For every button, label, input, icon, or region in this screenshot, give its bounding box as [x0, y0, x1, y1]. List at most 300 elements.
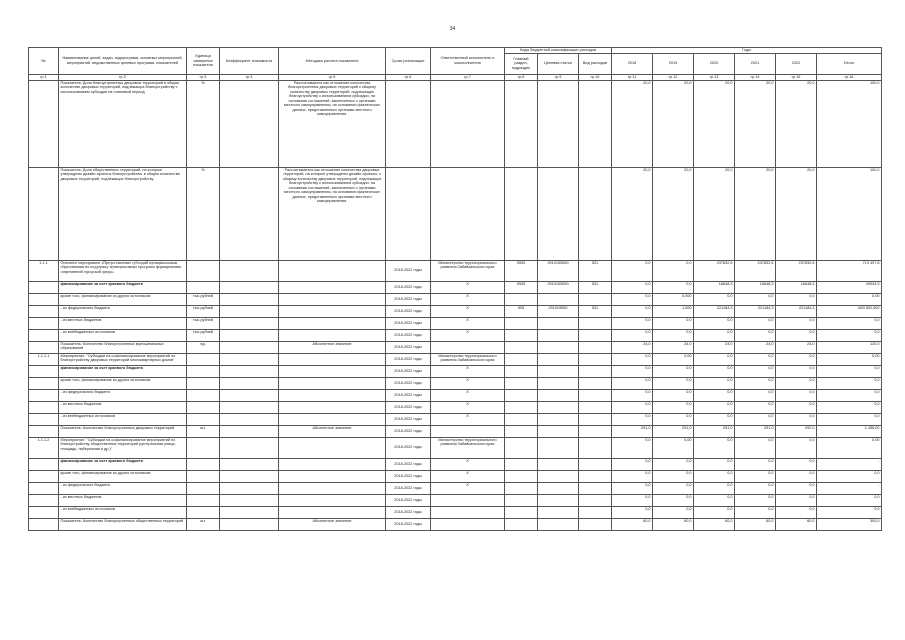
row-term [386, 80, 431, 167]
row-name: Показатель: Доля благоустроенных дворовых территорий в общем количестве дворовых территорий, подлежащих благоустройству с использованием субсидии на плановый период [59, 80, 187, 167]
row-total: 0,0 [817, 413, 882, 425]
row-year-value: 0,0 [735, 401, 776, 413]
row-year-value: 0,0 [653, 506, 694, 518]
row-name: Мероприятие: "Субсидии на софинансирование мероприятий по благоустройству общественных территорий (центральная улица, площадь, набережная и др.)" [59, 437, 187, 458]
row-total: 0,0 [817, 470, 882, 482]
table-row [29, 401, 882, 413]
row-target [538, 413, 579, 425]
row-method [279, 317, 386, 329]
row-year-value: 0,0 [735, 458, 776, 470]
row-number: 1.1.1 [29, 260, 59, 281]
row-vr [579, 458, 612, 470]
table-row [29, 329, 882, 341]
header-method: Методика расчета показателя [279, 48, 386, 75]
row-year-value: 0,0 [694, 389, 735, 401]
row-executor: Х [431, 281, 505, 293]
row-coef [220, 413, 279, 425]
row-year-value: 0,0 [694, 470, 735, 482]
row-unit: тыс.рублей [187, 317, 220, 329]
row-year-value: 0,0 [612, 305, 653, 317]
header-ghrbs: Главный раздел, подраздел [505, 53, 538, 74]
row-year-value: 0,0 [735, 506, 776, 518]
colnum: гр.8 [505, 74, 538, 80]
row-executor [431, 80, 505, 167]
row-ghrbs [505, 353, 538, 365]
row-year-value: 0,0 [653, 494, 694, 506]
row-number [29, 317, 59, 329]
row-year-value: 221184,3 [735, 305, 776, 317]
row-total: 0,0 [817, 401, 882, 413]
row-year-value: 24,0 [776, 341, 817, 353]
row-method [279, 377, 386, 389]
row-number [29, 341, 59, 353]
row-year-value: 0,000 [653, 293, 694, 305]
row-coef [220, 494, 279, 506]
row-year-value: 0,0 [694, 494, 735, 506]
row-vr [579, 317, 612, 329]
row-coef [220, 281, 279, 293]
row-total: 0,00 [817, 293, 882, 305]
row-number [29, 377, 59, 389]
row-year-value: 0,0 [776, 377, 817, 389]
table-row [29, 293, 882, 305]
row-year-value: 0,00 [653, 353, 694, 365]
colnum: гр.13 [694, 74, 735, 80]
row-year-value: 20,0 [694, 80, 735, 167]
row-ghrbs: 0505 [505, 260, 538, 281]
row-total: 663 552,900 [817, 305, 882, 317]
row-year-value: 0,0 [776, 329, 817, 341]
table-row [29, 167, 882, 260]
row-term: 2018-2022 годы [386, 281, 431, 293]
row-total: 100,0 [817, 80, 882, 167]
row-name: кроме того, финансирование из других источников: [59, 377, 187, 389]
row-executor: Х [431, 389, 505, 401]
table-row [29, 365, 882, 377]
row-year-value: 0,0 [735, 413, 776, 425]
row-year-value: 0,0 [776, 413, 817, 425]
row-year-value: 0,0 [694, 329, 735, 341]
table-row [29, 425, 882, 437]
row-method [279, 413, 386, 425]
row-vr [579, 341, 612, 353]
row-target [538, 167, 579, 260]
row-term [386, 167, 431, 260]
row-total: 0,0 [817, 365, 882, 377]
row-vr [579, 353, 612, 365]
row-number: 1.1.1.1 [29, 353, 59, 365]
row-year-value: 0,0 [612, 482, 653, 494]
row-term: 2018-2022 годы [386, 437, 431, 458]
row-name: Показатель: Количество благоустроенных общественных территорий [59, 518, 187, 530]
table-row [29, 494, 882, 506]
row-ghrbs [505, 341, 538, 353]
colnum: гр.1 [29, 74, 59, 80]
row-coef [220, 341, 279, 353]
row-coef [220, 293, 279, 305]
row-unit [187, 482, 220, 494]
row-name: Мероприятие: "Субсидии на софинансирование мероприятий по благоустройству дворовых территорий многоквартирных домов" [59, 353, 187, 365]
row-year-value: 0,0 [776, 317, 817, 329]
row-year-value: 0,0 [653, 482, 694, 494]
row-year-value: 24,0 [612, 341, 653, 353]
row-year-value: 0,0 [735, 482, 776, 494]
row-year-value: 24,0 [694, 341, 735, 353]
row-name: - из местных бюджетов [59, 494, 187, 506]
row-name: Показатель: Количество благоустроенных дворовых территорий [59, 425, 187, 437]
row-year-value: 0,0 [776, 482, 817, 494]
row-year-value: 221184,3 [776, 305, 817, 317]
row-total: 1 456,00 [817, 425, 882, 437]
colnum: гр.11 [612, 74, 653, 80]
row-year-value: 60,0 [735, 518, 776, 530]
row-method: Рассчитывается как отношение количества благоустроенных дворовых территорий к общему количеству дворовых территорий, подлежащих благоустройству с использованием субсидии, на основании соглашений, заключенных с органами местного самоуправления, на основании фактических данных, представленных органами местного самоуправления. [279, 80, 386, 167]
row-ghrbs [505, 494, 538, 506]
row-vr [579, 518, 612, 530]
row-year-value: 24,0 [735, 341, 776, 353]
row-method: Рассчитывается как отношение количества дворовых территорий, на которые утверждены дизайн-проекты, к общему количеству дворовых территорий, подлежащих благоустройству с использованием субсидии, на основании соглашений, заключенных с органами местного самоуправления, на основании фактических данных, представленных органами местного самоуправления. [279, 167, 386, 260]
row-year-value: 0,0 [694, 437, 735, 458]
row-total: 0,00 [817, 437, 882, 458]
row-term: 2018-2022 годы [386, 389, 431, 401]
row-unit [187, 353, 220, 365]
row-coef [220, 305, 279, 317]
row-unit [187, 377, 220, 389]
row-method [279, 401, 386, 413]
row-name: - из внебюджетных источников [59, 413, 187, 425]
row-ghrbs [505, 506, 538, 518]
row-executor [431, 425, 505, 437]
row-year-value: 0,0 [612, 437, 653, 458]
row-total: 100,0 [817, 167, 882, 260]
row-year-value: 0,0 [612, 365, 653, 377]
table-row [29, 482, 882, 494]
row-year-value: 20,0 [776, 80, 817, 167]
row-year-value: 292,0 [776, 425, 817, 437]
row-executor: Х [431, 317, 505, 329]
row-ghrbs [505, 518, 538, 530]
row-year-value: 0,0 [694, 413, 735, 425]
row-name: - из внебюджетных источников [59, 506, 187, 518]
row-year-value: 0,0 [735, 365, 776, 377]
row-executor: Х [431, 470, 505, 482]
row-year-value: 0,0 [612, 506, 653, 518]
row-total: 49944,9 [817, 281, 882, 293]
row-executor: Х [431, 293, 505, 305]
row-year-value: 0,0 [653, 377, 694, 389]
row-name: - из федерального бюджета [59, 305, 187, 317]
row-executor: Х [431, 365, 505, 377]
row-method [279, 281, 386, 293]
row-year-value: 0,0 [776, 437, 817, 458]
row-vr [579, 437, 612, 458]
row-number [29, 305, 59, 317]
row-coef [220, 470, 279, 482]
row-method [279, 305, 386, 317]
row-term: 2018-2022 годы [386, 482, 431, 494]
row-target: 291019550 [538, 305, 579, 317]
row-executor: Министерство территориального развития Забайкальского края [431, 260, 505, 281]
row-ghrbs [505, 413, 538, 425]
row-vr: 521 [579, 281, 612, 293]
row-name: финансирование за счет краевого бюджета [59, 365, 187, 377]
row-unit: шт. [187, 425, 220, 437]
row-executor: Х [431, 401, 505, 413]
row-year-value: 0,0 [612, 377, 653, 389]
row-year-value: 16648,3 [776, 281, 817, 293]
header-year-2018: 2018 [612, 53, 653, 74]
row-coef [220, 389, 279, 401]
row-ghrbs [505, 167, 538, 260]
row-ghrbs [505, 401, 538, 413]
row-target [538, 494, 579, 506]
row-executor: Х [431, 458, 505, 470]
row-number [29, 329, 59, 341]
row-method [279, 329, 386, 341]
row-target [538, 482, 579, 494]
row-year-value: 221184,3 [694, 305, 735, 317]
header-year-2022: 2022 [776, 53, 817, 74]
row-vr [579, 494, 612, 506]
row-year-value: 237832,6 [776, 260, 817, 281]
row-target [538, 518, 579, 530]
row-executor: Министерство территориального развития Забайкальского края [431, 437, 505, 458]
row-vr: 521 [579, 260, 612, 281]
table-row [29, 377, 882, 389]
table-row [29, 518, 882, 530]
row-unit [187, 260, 220, 281]
row-vr [579, 167, 612, 260]
row-term: 2018-2022 годы [386, 365, 431, 377]
row-year-value: 0,0 [694, 482, 735, 494]
table-row [29, 317, 882, 329]
row-executor: Министерство территориального развития Забайкальского края [431, 353, 505, 365]
row-name: финансирование за счет краевого бюджета [59, 281, 187, 293]
row-vr [579, 425, 612, 437]
row-unit: тыс.рублей [187, 329, 220, 341]
row-executor [431, 518, 505, 530]
row-year-value: 0,0 [694, 365, 735, 377]
row-year-value: 0,0 [653, 317, 694, 329]
table-row [29, 281, 882, 293]
row-number [29, 518, 59, 530]
row-vr [579, 482, 612, 494]
row-name: финансирование за счет краевого бюджета [59, 458, 187, 470]
row-year-value: 16648,3 [735, 281, 776, 293]
row-ghrbs [505, 365, 538, 377]
row-coef [220, 80, 279, 167]
row-term: 2018-2022 годы [386, 401, 431, 413]
row-year-value: 0,0 [653, 458, 694, 470]
row-total: 0,0 [817, 506, 882, 518]
row-year-value: 0,0 [694, 317, 735, 329]
colnum: гр.16 [817, 74, 882, 80]
row-number [29, 80, 59, 167]
row-year-value: 0,0 [653, 281, 694, 293]
table-row [29, 413, 882, 425]
row-year-value: 0,0 [612, 470, 653, 482]
row-method [279, 437, 386, 458]
row-year-value: 0,0 [612, 458, 653, 470]
row-name: Показатель: Количество благоустроенных муниципальных образований [59, 341, 187, 353]
row-unit: ед. [187, 341, 220, 353]
row-target [538, 458, 579, 470]
row-year-value: 0,0 [735, 389, 776, 401]
row-vr [579, 401, 612, 413]
colnum: гр.5 [279, 74, 386, 80]
row-year-value: 20,0 [776, 167, 817, 260]
row-coef [220, 353, 279, 365]
row-coef [220, 260, 279, 281]
row-target [538, 389, 579, 401]
table-row [29, 470, 882, 482]
row-term: 2018-2022 годы [386, 260, 431, 281]
row-term: 2018-2022 годы [386, 425, 431, 437]
row-year-value: 291,0 [653, 425, 694, 437]
table-row [29, 305, 882, 317]
row-coef [220, 518, 279, 530]
row-year-value: 0,0 [653, 470, 694, 482]
row-year-value: 0,0 [735, 329, 776, 341]
colnum: гр.15 [776, 74, 817, 80]
colnum: гр.10 [579, 74, 612, 80]
row-ghrbs [505, 470, 538, 482]
row-term: 2018-2022 годы [386, 413, 431, 425]
row-executor: Х [431, 377, 505, 389]
row-year-value: 0,0 [653, 260, 694, 281]
row-total: 120,0 [817, 341, 882, 353]
row-vr [579, 293, 612, 305]
row-method: Абсолютное значение [279, 341, 386, 353]
row-year-value: 24,0 [653, 341, 694, 353]
row-target: 2910155550 [538, 260, 579, 281]
row-year-value: 60,0 [653, 518, 694, 530]
row-year-value: 60,0 [694, 518, 735, 530]
row-year-value: 0,0 [612, 353, 653, 365]
colnum: гр.3 [187, 74, 220, 80]
row-name: Показатель: Доля общественных территорий, на которые утверждены дизайн-проекты благоустройства, в общем количестве дворовых территорий, подлежащих благоустройству [59, 167, 187, 260]
row-year-value: 0,0 [694, 401, 735, 413]
row-term: 2018-2022 годы [386, 494, 431, 506]
row-executor [431, 506, 505, 518]
table-row [29, 353, 882, 365]
row-name: кроме того, финансирование из других источников: [59, 470, 187, 482]
row-year-value: 0,0 [612, 329, 653, 341]
row-target [538, 80, 579, 167]
colnum: гр.7 [431, 74, 505, 80]
row-unit [187, 437, 220, 458]
row-target [538, 470, 579, 482]
row-total: 0,0 [817, 377, 882, 389]
row-year-value: 0,0 [612, 401, 653, 413]
row-name: - из местных бюджетов [59, 317, 187, 329]
row-year-value: 60,0 [612, 518, 653, 530]
row-year-value: 0,0 [735, 494, 776, 506]
row-unit [187, 458, 220, 470]
row-total: 300,0 [817, 518, 882, 530]
row-term: 2018-2022 годы [386, 353, 431, 365]
row-term: 2018-2022 годы [386, 317, 431, 329]
row-vr: 521 [579, 305, 612, 317]
header-vr: Вид расходов [579, 53, 612, 74]
row-coef [220, 167, 279, 260]
row-method [279, 506, 386, 518]
header-years: Годы [612, 48, 882, 54]
row-target [538, 425, 579, 437]
row-vr [579, 389, 612, 401]
row-ghrbs [505, 458, 538, 470]
row-year-value: 0,0 [776, 494, 817, 506]
row-year-value: 237832,6 [735, 260, 776, 281]
row-ghrbs [505, 389, 538, 401]
row-name: - из федерального бюджета [59, 389, 187, 401]
row-method [279, 353, 386, 365]
row-unit: шт. [187, 518, 220, 530]
row-method [279, 458, 386, 470]
row-coef [220, 425, 279, 437]
table-row [29, 260, 882, 281]
row-executor [431, 167, 505, 260]
row-number [29, 281, 59, 293]
row-year-value: 0,0 [694, 293, 735, 305]
row-term: 2018-2022 годы [386, 305, 431, 317]
row-ghrbs [505, 329, 538, 341]
row-number [29, 167, 59, 260]
row-target [538, 341, 579, 353]
row-ghrbs [505, 437, 538, 458]
row-year-value: 0,0 [776, 293, 817, 305]
header-total: Итого [817, 53, 882, 74]
row-ghrbs [505, 482, 538, 494]
row-year-value: 16648,3 [694, 281, 735, 293]
colnum: гр.12 [653, 74, 694, 80]
row-year-value: 0,0 [653, 389, 694, 401]
row-year-value: 0,0 [776, 458, 817, 470]
row-unit [187, 281, 220, 293]
row-method [279, 260, 386, 281]
row-year-value: 0,0 [612, 389, 653, 401]
row-year-value: 20,0 [653, 167, 694, 260]
row-ghrbs: 505 [505, 305, 538, 317]
row-year-value: 237832,6 [694, 260, 735, 281]
row-target [538, 293, 579, 305]
row-coef [220, 482, 279, 494]
row-total: 0,0 [817, 317, 882, 329]
row-vr [579, 506, 612, 518]
row-year-value: 0,0 [776, 389, 817, 401]
row-executor: Х [431, 305, 505, 317]
row-year-value: 0,0 [735, 470, 776, 482]
row-name: - из внебюджетных источников [59, 329, 187, 341]
row-year-value: 0,0 [653, 329, 694, 341]
row-method: Абсолютное значение [279, 425, 386, 437]
row-ghrbs [505, 293, 538, 305]
header-year-2021: 2021 [735, 53, 776, 74]
row-year-value: 20,0 [735, 167, 776, 260]
row-year-value: 0,0 [653, 401, 694, 413]
row-vr [579, 377, 612, 389]
row-term: 2018-2022 годы [386, 470, 431, 482]
row-target [538, 365, 579, 377]
row-unit [187, 389, 220, 401]
header-no: № [29, 48, 59, 75]
table-row [29, 437, 882, 458]
row-target [538, 317, 579, 329]
row-year-value: 20,0 [612, 167, 653, 260]
row-term: 2018-2022 годы [386, 329, 431, 341]
header-target: Целевая статья [538, 53, 579, 74]
row-ghrbs [505, 317, 538, 329]
